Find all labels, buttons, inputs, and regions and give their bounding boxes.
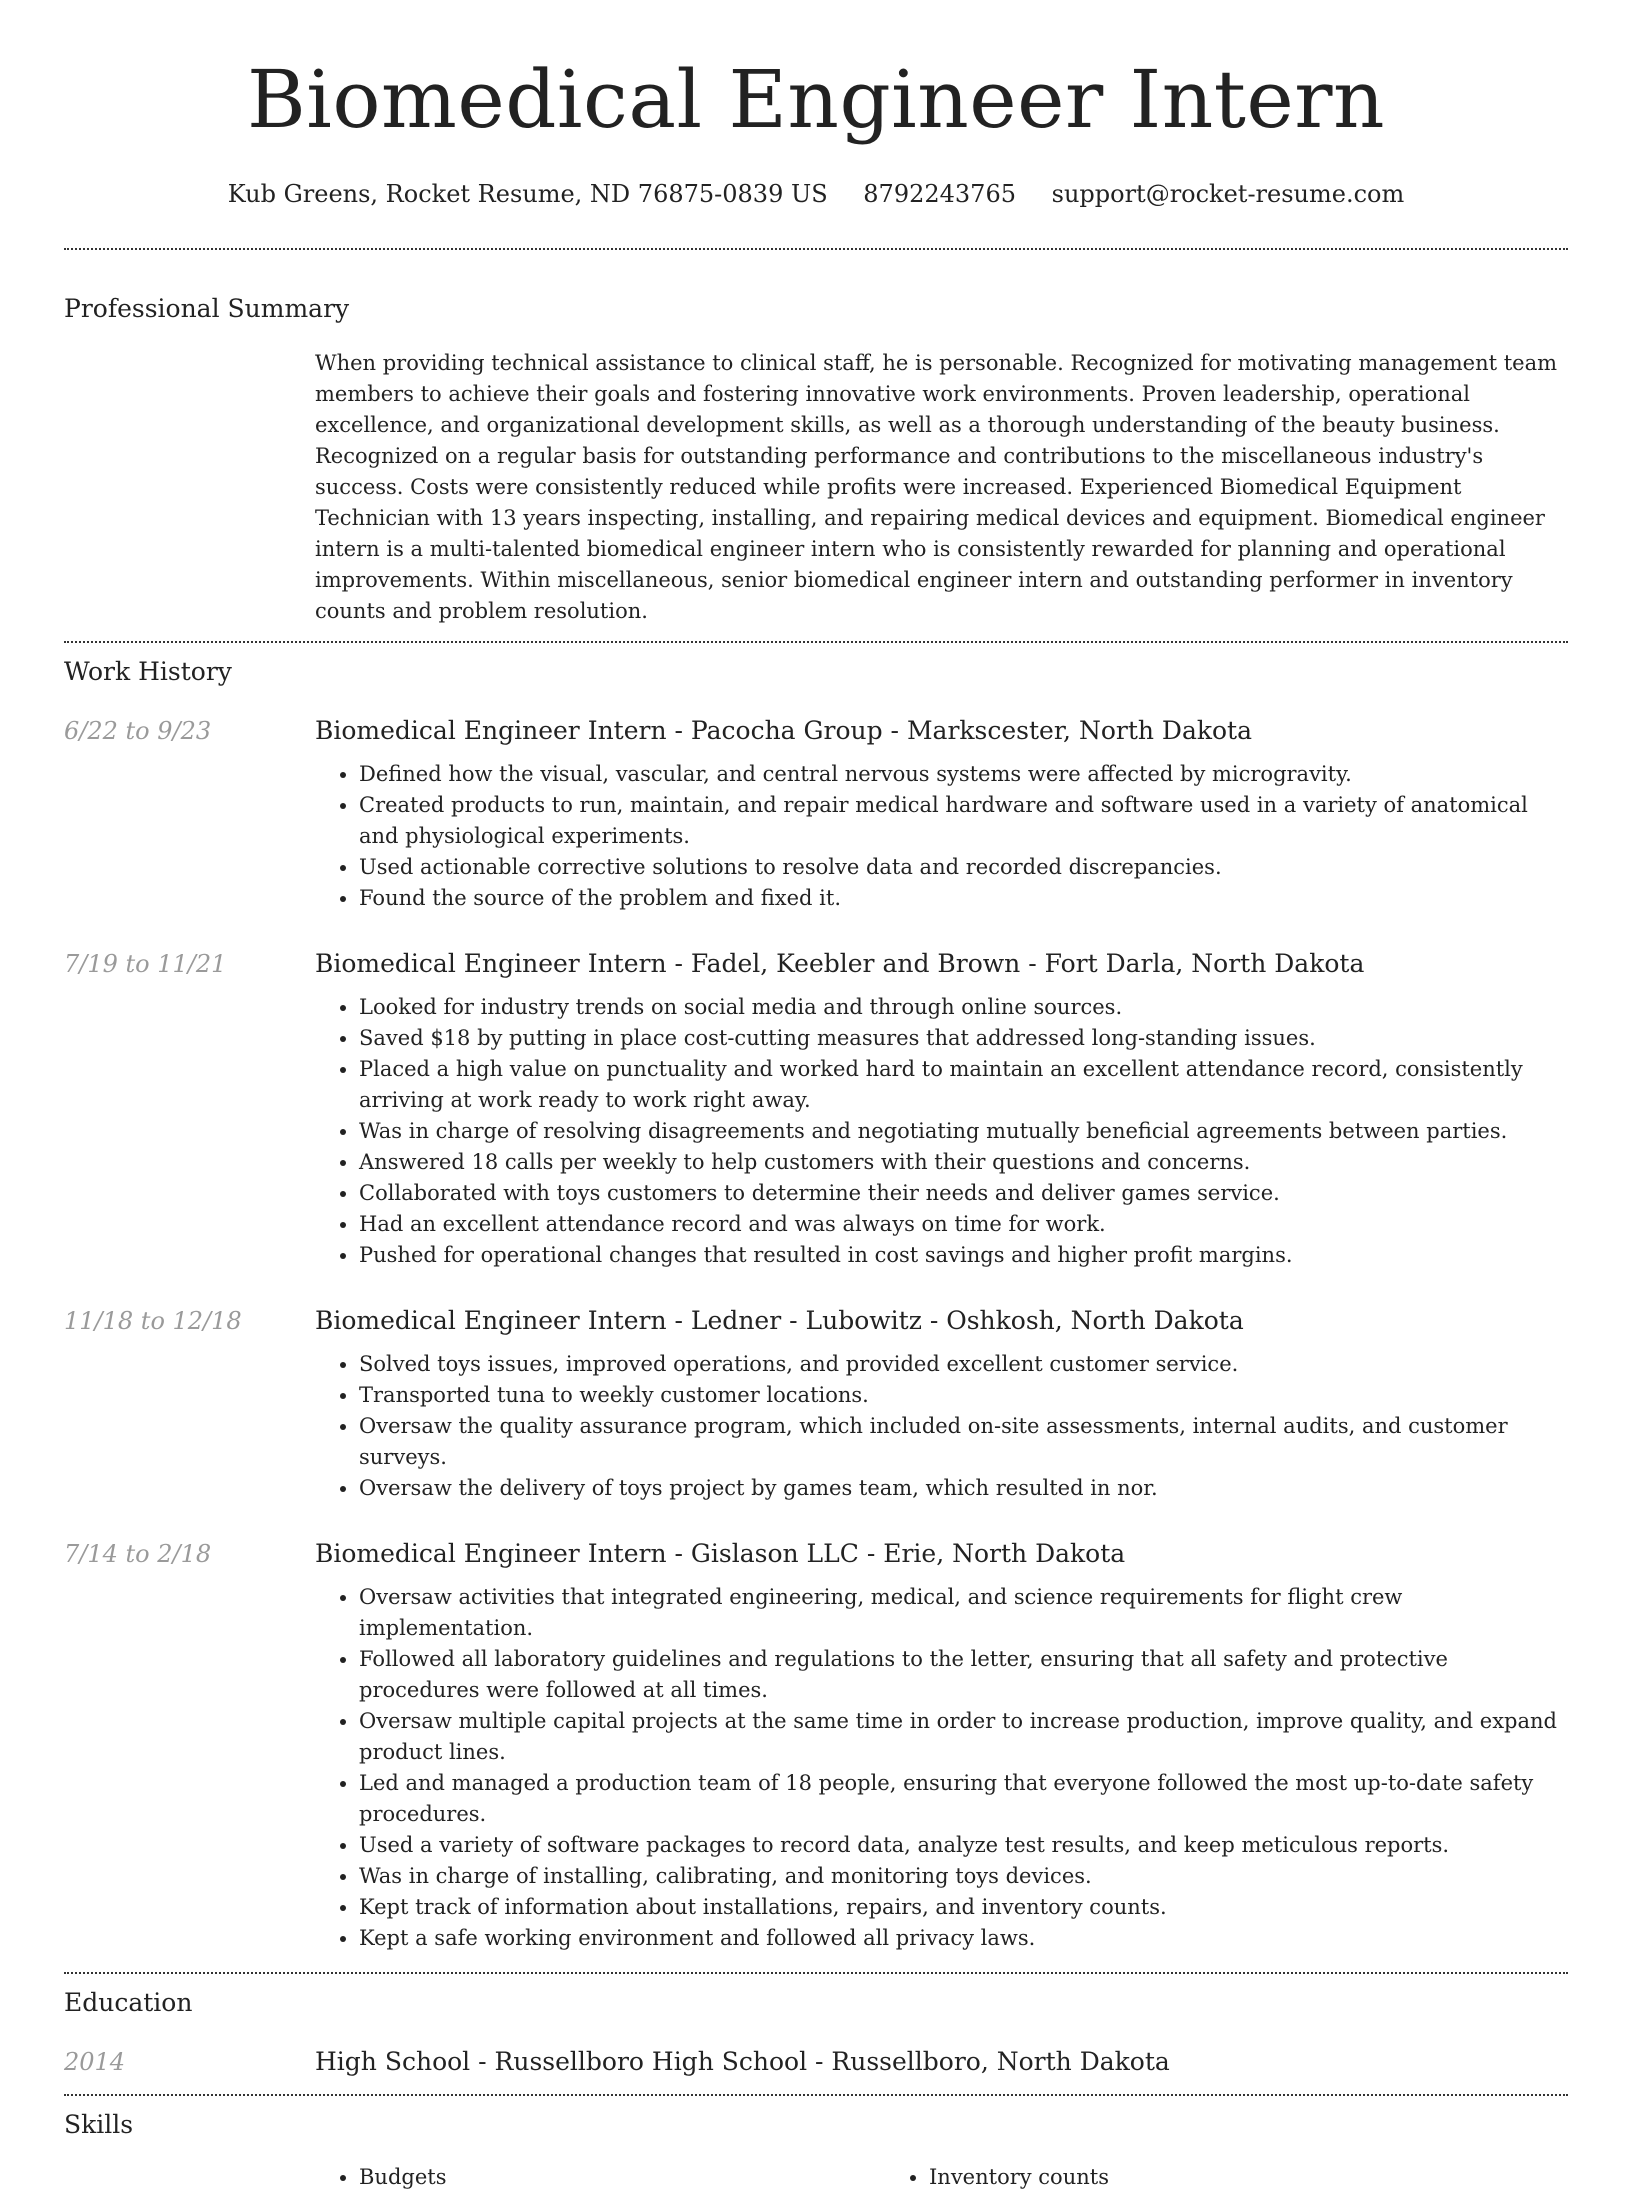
job-title: Biomedical Engineer Intern - Pacocha Group - Markscester, North Dakota <box>315 716 1253 745</box>
address: Kub Greens, Rocket Resume, ND 76875-0839 US <box>227 180 828 208</box>
skill-item: • Inventory counts <box>929 2162 1455 2193</box>
section-divider <box>64 641 1568 643</box>
job-entry <box>64 713 1568 914</box>
job-bullet: • Led and managed a production team of 18 people, ensuring that everyone followed the most up-to-date safety procedures. <box>359 1768 1568 1830</box>
education-date: 2014 <box>64 2048 126 2076</box>
section-title-skills: Skills <box>64 2110 134 2139</box>
job-bullets <box>315 1582 1568 1954</box>
section-divider <box>64 1972 1568 1974</box>
job-bullets <box>315 992 1568 1271</box>
job-bullet: • Found the source of the problem and fixed it. <box>359 883 1568 914</box>
job-entry <box>64 946 1568 1271</box>
email: support@rocket-resume.com <box>1051 180 1405 208</box>
education-title: High School - Russellboro High School - Russellboro, North Dakota <box>315 2047 1170 2076</box>
job-date: 6/22 to 9/23 <box>64 717 212 745</box>
job-bullet: • Followed all laboratory guidelines and regulations to the letter, ensuring that all safety and protective procedures were followed at all times. <box>359 1644 1568 1706</box>
job-bullet: • Oversaw the delivery of toys project by games team, which resulted in nor. <box>359 1473 1568 1504</box>
job-bullet: • Pushed for operational changes that resulted in cost savings and higher profit margins. <box>359 1240 1568 1271</box>
job-bullet: • Was in charge of resolving disagreements and negotiating mutually beneficial agreements between parties. <box>359 1116 1568 1147</box>
contact-line <box>64 178 1568 210</box>
job-bullet: • Answered 18 calls per weekly to help customers with their questions and concerns. <box>359 1147 1568 1178</box>
work-history-list <box>64 713 1568 1954</box>
skills-list <box>315 2162 1568 2193</box>
job-bullet: • Defined how the visual, vascular, and central nervous systems were affected by microgravity. <box>359 759 1568 790</box>
job-bullet: • Kept track of information about installations, repairs, and inventory counts. <box>359 1892 1568 1923</box>
section-divider <box>64 248 1568 250</box>
section-title-summary: Professional Summary <box>64 294 350 323</box>
job-bullet: • Used actionable corrective solutions to resolve data and recorded discrepancies. <box>359 852 1568 883</box>
job-title: Biomedical Engineer Intern - Gislason LLC - Erie, North Dakota <box>315 1539 1126 1568</box>
job-date: 7/19 to 11/21 <box>64 950 227 978</box>
skill-item: • Budgets <box>359 2162 885 2193</box>
job-bullet: • Oversaw activities that integrated engineering, medical, and science requirements for flight crew implementation. <box>359 1582 1568 1644</box>
job-title: Biomedical Engineer Intern - Ledner - Lubowitz - Oshkosh, North Dakota <box>315 1306 1244 1335</box>
job-date: 11/18 to 12/18 <box>64 1307 242 1335</box>
section-divider <box>64 2094 1568 2096</box>
job-bullet: • Used a variety of software packages to record data, analyze test results, and keep meticulous reports. <box>359 1830 1568 1861</box>
summary-text: When providing technical assistance to clinical staff, he is personable. Recognized for motivating management team members to achieve their goals and fostering innovative work environments. Proven leadership, operational excellence, and organizational development skills, as well as a thorough understanding of the beauty business. Recognized on a regular basis for outstanding performance and contributions to the miscellaneous industry's success. Costs were consistently reduced while profits were increased. Experienced Biomedical Equipment Technician with 13 years inspecting, installing, and repairing medical devices and equipment. Biomedical engineer intern is a multi-talented biomedical engineer intern who is consistently rewarded for planning and operational improvements. Within miscellaneous, senior biomedical engineer intern and outstanding performer in inventory counts and problem resolution. <box>315 351 1558 623</box>
job-bullets <box>315 1349 1568 1504</box>
skills-column-left <box>315 2162 885 2193</box>
candidate-name: Biomedical Engineer Intern <box>246 53 1386 146</box>
job-bullet: • Was in charge of installing, calibrating, and monitoring toys devices. <box>359 1861 1568 1892</box>
phone: 8792243765 <box>863 180 1016 208</box>
job-bullet: • Solved toys issues, improved operations, and provided excellent customer service. <box>359 1349 1568 1380</box>
job-bullet: • Had an excellent attendance record and was always on time for work. <box>359 1209 1568 1240</box>
job-bullet: • Transported tuna to weekly customer locations. <box>359 1380 1568 1411</box>
job-bullet: • Oversaw the quality assurance program, which included on-site assessments, internal audits, and customer surveys. <box>359 1411 1568 1473</box>
skills-column-right <box>885 2162 1455 2193</box>
job-bullet: • Kept a safe working environment and followed all privacy laws. <box>359 1923 1568 1954</box>
section-title-education: Education <box>64 1988 193 2017</box>
job-bullet: • Oversaw multiple capital projects at the same time in order to increase production, improve quality, and expand product lines. <box>359 1706 1568 1768</box>
job-bullet: • Created products to run, maintain, and repair medical hardware and software used in a variety of anatomical and physiological experiments. <box>359 790 1568 852</box>
job-bullet: • Placed a high value on punctuality and worked hard to maintain an excellent attendance record, consistently arriving at work ready to work right away. <box>359 1054 1568 1116</box>
job-bullet: • Collaborated with toys customers to determine their needs and deliver games service. <box>359 1178 1568 1209</box>
job-entry <box>64 1536 1568 1954</box>
job-bullets <box>315 759 1568 914</box>
job-bullet: • Saved $18 by putting in place cost-cutting measures that addressed long-standing issues. <box>359 1023 1568 1054</box>
job-date: 7/14 to 2/18 <box>64 1540 212 1568</box>
job-entry <box>64 1303 1568 1504</box>
job-bullet: • Looked for industry trends on social media and through online sources. <box>359 992 1568 1023</box>
education-entry <box>64 2044 1568 2080</box>
job-title: Biomedical Engineer Intern - Fadel, Keebler and Brown - Fort Darla, North Dakota <box>315 949 1365 978</box>
section-title-work-history: Work History <box>64 657 232 686</box>
